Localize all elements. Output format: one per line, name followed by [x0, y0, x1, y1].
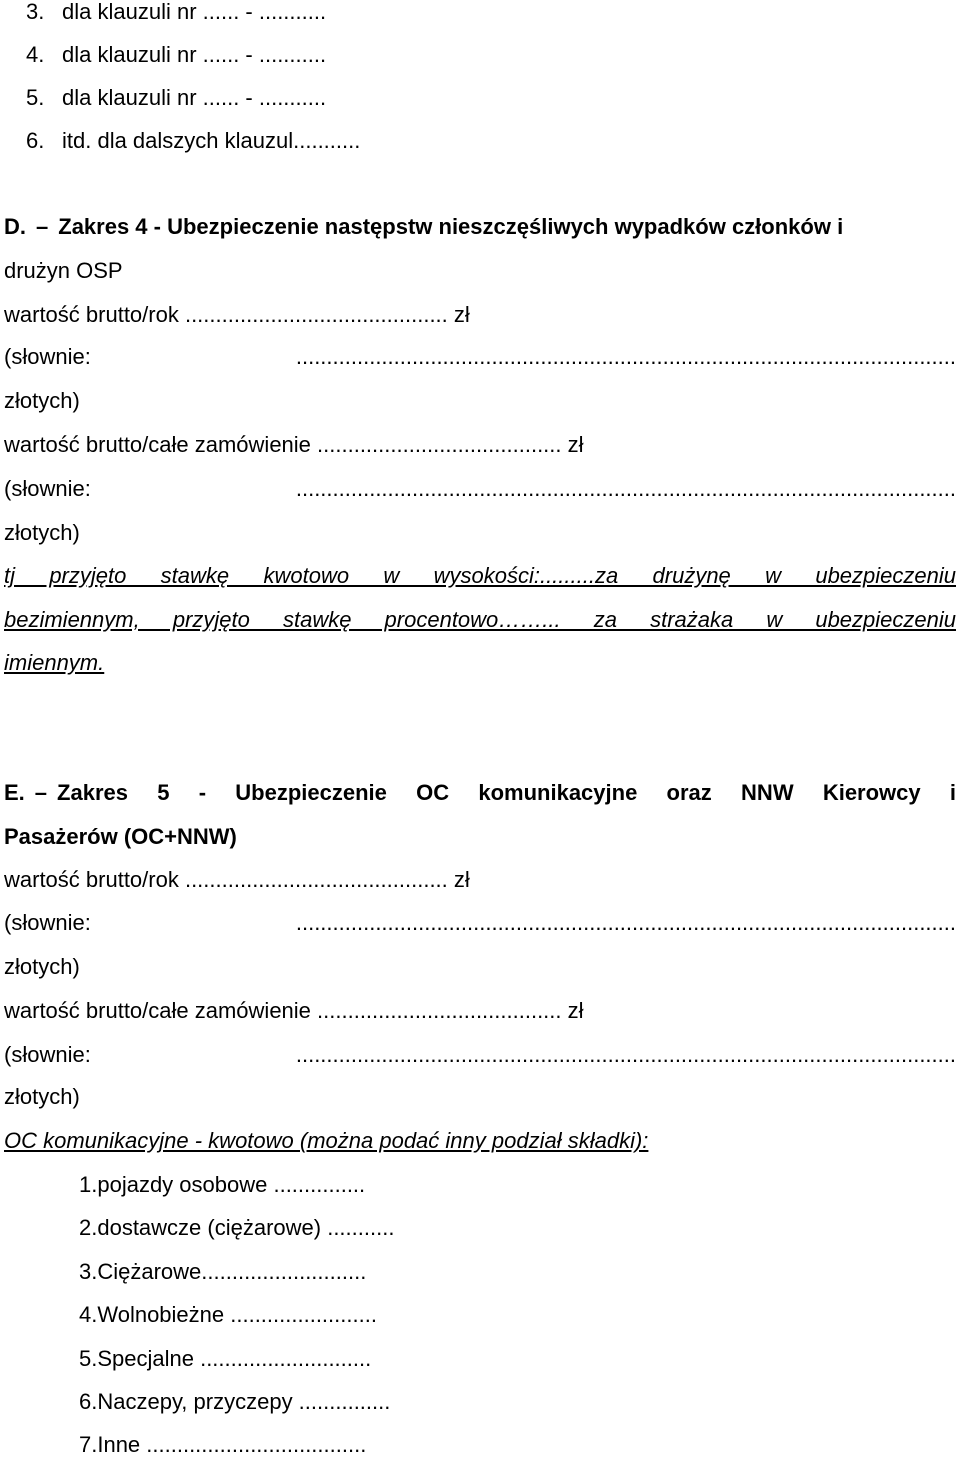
section-d-currency-1: złotych): [4, 388, 80, 413]
section-e-heading: [4, 778, 956, 808]
section-d-rate-line-3: imiennym.: [4, 650, 105, 675]
section-d-currency-2: złotych): [4, 520, 80, 545]
list-number: 5.: [26, 85, 45, 110]
words-label: (słownie:: [4, 1042, 91, 1067]
section-e-currency-2: złotych): [4, 1084, 80, 1109]
list-item: [26, 0, 956, 27]
section-e-currency-1: złotych): [4, 954, 80, 979]
section-d-title-continued: drużyn OSP: [4, 258, 123, 283]
words-dots: ............................................................................................................: [295, 476, 956, 501]
section-e-words-line-1: [4, 908, 956, 938]
section-d-heading: [4, 212, 956, 242]
vehicle-item: 6.Naczepy, przyczepy ...............: [79, 1389, 391, 1414]
section-d-letter: D.: [4, 214, 26, 239]
list-number: 4.: [26, 42, 45, 67]
section-e-value-total: wartość brutto/całe zamówienie ........................................ zł: [4, 998, 584, 1023]
oc-heading: OC komunikacyjne - kwotowo (można podać inny podział składki):: [4, 1128, 649, 1153]
section-e-letter: E.: [4, 780, 25, 805]
vehicle-item: 1.pojazdy osobowe ...............: [79, 1172, 366, 1197]
vehicle-item: 2.dostawcze (ciężarowe) ...........: [79, 1215, 395, 1240]
list-number: 3.: [26, 0, 45, 24]
section-d-value-total: wartość brutto/całe zamówienie ........................................ zł: [4, 432, 584, 457]
list-text: itd. dla dalszych klauzul...........: [62, 128, 361, 153]
list-item: [26, 40, 956, 70]
section-e-dash: –: [34, 780, 48, 805]
section-e-value-per-year: wartość brutto/rok ........................................... zł: [4, 867, 470, 892]
list-text: dla klauzuli nr ...... - ...........: [62, 0, 327, 24]
words-dots: ............................................................................................................: [295, 1042, 956, 1067]
list-item: [26, 126, 956, 156]
section-d-dash: –: [36, 214, 49, 239]
section-e-title: Zakres 5 - Ubezpieczenie OC komunikacyjne oraz NNW Kierowcy i: [57, 780, 956, 805]
section-d-rate-line-2: bezimiennym, przyjęto stawkę procentowo……... za strażaka w ubezpieczeniu: [4, 607, 956, 632]
section-d-words-line-2: [4, 474, 956, 504]
vehicle-item: 3.Ciężarowe...........................: [79, 1259, 367, 1284]
vehicle-item: 4.Wolnobieżne ........................: [79, 1302, 377, 1327]
list-text: dla klauzuli nr ...... - ...........: [62, 85, 327, 110]
list-item: [26, 83, 956, 113]
words-label: (słownie:: [4, 476, 91, 501]
section-d-title: Zakres 4 - Ubezpieczenie następstw nieszczęśliwych wypadków członków i: [58, 214, 844, 239]
section-d-words-line-1: [4, 342, 956, 372]
section-e-title-continued: Pasażerów (OC+NNW): [4, 824, 237, 849]
list-text: dla klauzuli nr ...... - ...........: [62, 42, 327, 67]
words-label: (słownie:: [4, 344, 91, 369]
words-dots: ............................................................................................................: [295, 344, 956, 369]
section-d-value-per-year: wartość brutto/rok ........................................... zł: [4, 302, 470, 327]
words-label: (słownie:: [4, 910, 91, 935]
section-d-rate-line-1: tj przyjęto stawkę kwotowo w wysokości:.........za drużynę w ubezpieczeniu: [4, 563, 956, 588]
vehicle-item: 7.Inne ....................................: [79, 1432, 367, 1457]
list-number: 6.: [26, 128, 45, 153]
vehicle-item: 5.Specjalne ............................: [79, 1346, 372, 1371]
section-e-words-line-2: [4, 1040, 956, 1070]
words-dots: ............................................................................................................: [295, 910, 956, 935]
